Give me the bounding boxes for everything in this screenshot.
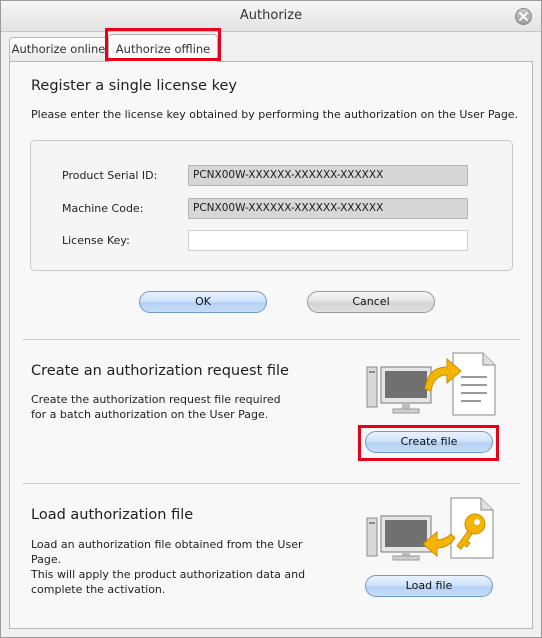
divider-1 [22,339,520,340]
tab-authorize-offline[interactable]: Authorize offline [108,34,218,62]
register-heading: Register a single license key [31,78,237,94]
license-key-input[interactable] [188,230,468,251]
load-description-line2: Page. [31,553,62,566]
tab-strip [1,31,541,61]
create-description-line1: Create the authorization request file required [31,393,281,406]
create-file-button[interactable]: Create file [365,431,493,453]
serial-field[interactable]: PCNX00W-XXXXXX-XXXXXX-XXXXXX [188,165,468,186]
license-key-label: License Key: [62,234,130,247]
computer-to-document-icon [365,349,497,417]
offline-panel [9,61,533,629]
ok-button[interactable]: OK [139,291,267,313]
machine-code-label: Machine Code: [62,202,144,215]
load-description-line1: Load an authorization file obtained from the User [31,538,303,551]
load-file-button[interactable]: Load file [365,575,493,597]
load-description-line3: This will apply the product authorization data and [31,568,306,581]
create-heading: Create an authorization request file [31,363,289,379]
load-description-line4: complete the activation. [31,583,166,596]
register-description: Please enter the license key obtained by performing the authorization on the User Page. [31,108,519,121]
load-heading: Load authorization file [31,507,194,523]
cancel-button[interactable]: Cancel [307,291,435,313]
title-bar [1,1,541,32]
close-icon [519,12,528,21]
machine-code-field[interactable]: PCNX00W-XXXXXX-XXXXXX-XXXXXX [188,198,468,219]
window-title: Authorize [239,8,303,23]
license-groupbox [30,140,513,271]
serial-label: Product Serial ID: [62,169,158,182]
tab-authorize-online[interactable]: Authorize online [9,37,108,61]
key-to-computer-icon [365,494,497,562]
create-description-line2: for a batch authorization on the User Page. [31,408,269,421]
divider-2 [22,483,520,484]
close-button[interactable] [515,8,532,25]
